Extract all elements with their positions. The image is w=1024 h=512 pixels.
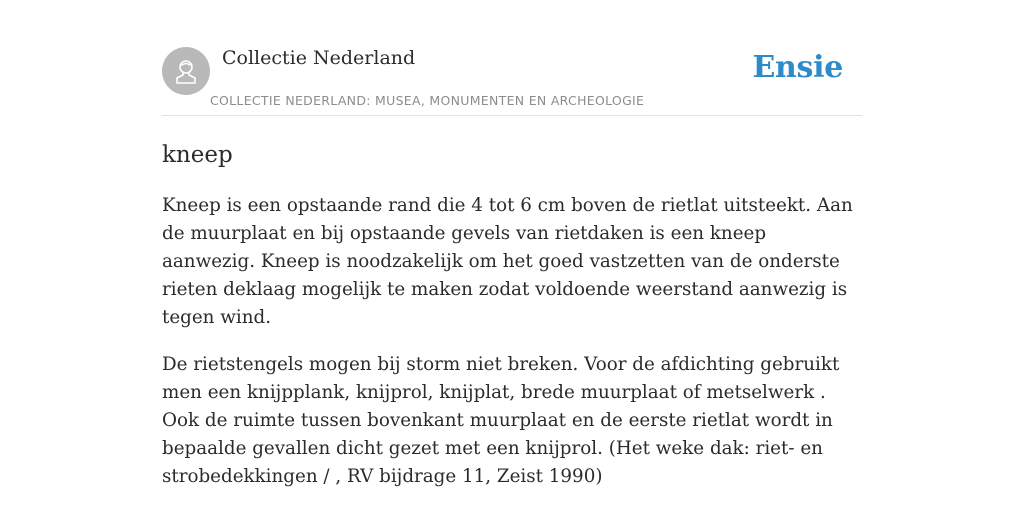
user-silhouette-icon <box>171 56 201 86</box>
entry-card <box>162 40 862 491</box>
author-name-link[interactable]: Collectie Nederland <box>222 47 416 69</box>
author-avatar[interactable] <box>162 47 210 95</box>
definition-paragraph: Kneep is een opstaande rand die 4 tot 6 cm boven de rietlat uitsteekt. Aan de muurplaat en bij opstaande gevels van rietdaken is een kneep aanwezig. Kneep is noodzakelijk om het goed vastzetten van de onderste rieten deklaag mogelijk te maken zodat voldoende weerstand aanwezig is tegen wind. <box>162 195 853 328</box>
ensie-logo[interactable]: Ensie <box>752 50 843 85</box>
source-link[interactable]: COLLECTIE NEDERLAND: MUSEA, MONUMENTEN EN ARCHEOLOGIE <box>210 93 645 108</box>
entry-title: kneep <box>162 142 233 168</box>
entry-header <box>162 40 862 116</box>
entry-definition <box>162 192 862 491</box>
definition-paragraph: De rietstengels mogen bij storm niet breken. Voor de afdichting gebruikt men een knijpplank, knijprol, knijplat, brede muurplaat of metselwerk . Ook de ruimte tussen bovenkant muurplaat en de eerste rietlat wordt in bepaalde gevallen dicht gezet met een knijprol. (Het weke dak: riet- en strobedekkingen / , RV bijdrage 11, Zeist 1990) <box>162 354 840 487</box>
